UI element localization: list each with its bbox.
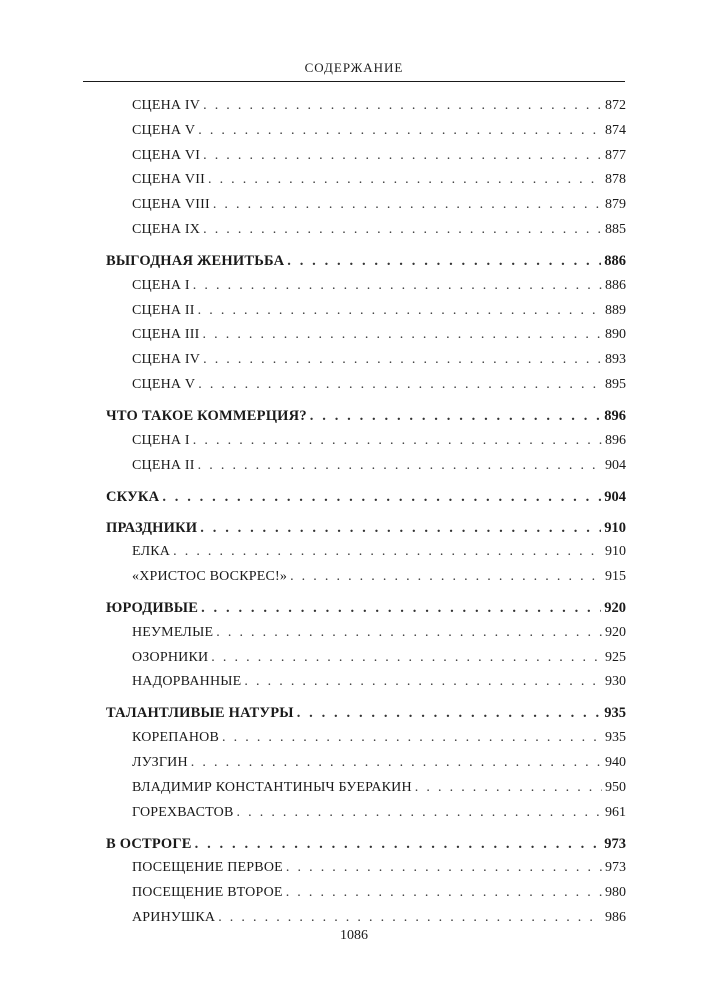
toc-entry-title: СЦЕНА II: [132, 302, 195, 318]
toc-entry-title: ОЗОРНИКИ: [132, 649, 209, 665]
toc-entry-page: 920: [604, 600, 626, 617]
toc-subentry: [106, 348, 626, 373]
toc-entry-title: НЕУМЕЛЫЕ: [132, 624, 214, 640]
dot-leader: [193, 429, 602, 454]
toc-section-entry: [106, 832, 626, 857]
dot-leader: [200, 516, 601, 541]
dot-leader: [286, 856, 602, 881]
toc-section-entry: [106, 249, 626, 274]
toc-subentry: [106, 144, 626, 169]
toc-entry-page: 920: [605, 624, 626, 640]
toc-subentry: [106, 429, 626, 454]
dot-leader: [195, 832, 602, 857]
toc-entry-title: СЦЕНА V: [132, 122, 196, 138]
toc-entry-page: 910: [605, 544, 626, 560]
dot-leader: [191, 751, 602, 776]
toc-subentry: [106, 299, 626, 324]
dot-leader: [203, 94, 602, 119]
toc-subentry: [106, 751, 626, 776]
toc-entry-page: 973: [604, 835, 626, 852]
toc-subentry: [106, 856, 626, 881]
table-of-contents: [106, 94, 626, 931]
toc-entry-page: 886: [604, 252, 626, 269]
toc-entry-page: 961: [605, 804, 626, 820]
toc-entry-title: ПОСЕЩЕНИЕ ПЕРВОЕ: [132, 860, 283, 876]
toc-entry-page: 930: [605, 674, 626, 690]
toc-entry-title: ЧТО ТАКОЕ КОММЕРЦИЯ?: [106, 407, 307, 424]
toc-subentry: [106, 94, 626, 119]
toc-entry-page: 896: [604, 407, 626, 424]
toc-entry-title: КОРЕПАНОВ: [132, 730, 220, 746]
dot-leader: [203, 218, 602, 243]
dot-leader: [216, 621, 602, 646]
toc-entry-title: СЦЕНА III: [132, 327, 200, 343]
toc-entry-title: ЛУЗГИН: [132, 755, 188, 771]
dot-leader: [198, 454, 602, 479]
toc-subentry: [106, 218, 626, 243]
toc-entry-page: 935: [605, 730, 626, 746]
toc-entry-title: СЦЕНА VII: [132, 172, 205, 188]
dot-leader: [193, 274, 602, 299]
toc-subentry: [106, 373, 626, 398]
toc-entry-page: 893: [605, 352, 626, 368]
toc-entry-title: В ОСТРОГЕ: [106, 835, 192, 852]
dot-leader: [203, 323, 602, 348]
toc-entry-page: 890: [605, 327, 626, 343]
toc-entry-title: ПРАЗДНИКИ: [106, 519, 198, 536]
toc-entry-title: ЮРОДИВЫЕ: [106, 600, 199, 617]
toc-entry-page: 889: [605, 302, 626, 318]
toc-entry-page: 904: [604, 488, 626, 505]
toc-subentry: [106, 621, 626, 646]
dot-leader: [297, 701, 602, 726]
toc-entry-title: СЦЕНА IV: [132, 98, 201, 113]
toc-entry-title: НАДОРВАННЫЕ: [132, 674, 242, 690]
toc-subentry: [106, 670, 626, 695]
toc-entry-title: ТАЛАНТЛИВЫЕ НАТУРЫ: [106, 705, 294, 722]
dot-leader: [222, 726, 602, 751]
toc-section-entry: [106, 701, 626, 726]
toc-entry-page: 878: [605, 172, 626, 188]
toc-subentry: [106, 193, 626, 218]
toc-entry-page: 986: [605, 910, 626, 926]
toc-entry-title: ПОСЕЩЕНИЕ ВТОРОЕ: [132, 885, 283, 901]
toc-subentry: [106, 801, 626, 826]
dot-leader: [203, 348, 602, 373]
dot-leader: [286, 881, 602, 906]
dot-leader: [244, 670, 602, 695]
toc-section-entry: [106, 596, 626, 621]
toc-subentry: [106, 274, 626, 299]
dot-leader: [237, 801, 602, 826]
dot-leader: [415, 776, 602, 801]
toc-section-entry: [106, 516, 626, 541]
toc-entry-title: СЦЕНА VIII: [132, 197, 210, 213]
dot-leader: [203, 144, 602, 169]
dot-leader: [290, 565, 602, 590]
toc-subentry: [106, 776, 626, 801]
dot-leader: [213, 193, 602, 218]
toc-entry-title: ЕЛКА: [132, 544, 171, 560]
dot-leader: [173, 540, 602, 565]
header-rule: [83, 81, 625, 82]
toc-entry-title: ГОРЕХВАСТОВ: [132, 804, 234, 820]
toc-subentry: [106, 726, 626, 751]
dot-leader: [310, 404, 601, 429]
toc-entry-page: 904: [605, 457, 626, 473]
dot-leader: [198, 299, 602, 324]
toc-entry-title: «ХРИСТОС ВОСКРЕС!»: [132, 569, 288, 585]
toc-entry-title: АРИНУШКА: [132, 910, 216, 926]
toc-entry-title: СЦЕНА IV: [132, 352, 201, 368]
toc-subentry: [106, 540, 626, 565]
toc-entry-title: ВЫГОДНАЯ ЖЕНИТЬБА: [106, 252, 285, 269]
dot-leader: [198, 373, 602, 398]
toc-section-entry: [106, 485, 626, 510]
toc-entry-page: 872: [605, 98, 626, 113]
toc-entry-title: СЦЕНА I: [132, 277, 190, 293]
toc-entry-title: СЦЕНА I: [132, 432, 190, 448]
toc-entry-title: СЦЕНА VI: [132, 147, 201, 163]
toc-subentry: [106, 646, 626, 671]
toc-entry-page: 980: [605, 885, 626, 901]
toc-entry-page: 877: [605, 147, 626, 163]
toc-entry-page: 915: [605, 569, 626, 585]
toc-subentry: [106, 881, 626, 906]
dot-leader: [287, 249, 601, 274]
toc-entry-title: СЦЕНА IX: [132, 221, 201, 237]
toc-entry-page: 885: [605, 221, 626, 237]
toc-entry-page: 896: [605, 432, 626, 448]
toc-subentry: [106, 119, 626, 144]
toc-section-entry: [106, 404, 626, 429]
dot-leader: [211, 646, 602, 671]
toc-entry-title: СЦЕНА V: [132, 376, 196, 392]
toc-subentry: [106, 323, 626, 348]
dot-leader: [162, 485, 601, 510]
toc-entry-title: ВЛАДИМИР КОНСТАНТИНЫЧ БУЕРАКИН: [132, 779, 412, 795]
toc-entry-title: СКУКА: [106, 488, 160, 505]
toc-entry-page: 973: [605, 860, 626, 876]
toc-entry-page: 925: [605, 649, 626, 665]
toc-entry-title: СЦЕНА II: [132, 457, 195, 473]
page-number: 1086: [340, 928, 368, 943]
dot-leader: [208, 168, 602, 193]
dot-leader: [198, 119, 602, 144]
running-head: СОДЕРЖАНИЕ: [304, 60, 404, 75]
toc-entry-page: 874: [605, 122, 626, 138]
toc-entry-page: 895: [605, 376, 626, 392]
toc-subentry: [106, 168, 626, 193]
dot-leader: [201, 596, 601, 621]
toc-entry-page: 950: [605, 779, 626, 795]
toc-entry-page: 879: [605, 197, 626, 213]
toc-subentry: [106, 454, 626, 479]
toc-subentry: [106, 565, 626, 590]
toc-entry-page: 910: [604, 519, 626, 536]
toc-entry-page: 940: [605, 755, 626, 771]
toc-entry-page: 886: [605, 277, 626, 293]
toc-entry-page: 935: [604, 705, 626, 722]
